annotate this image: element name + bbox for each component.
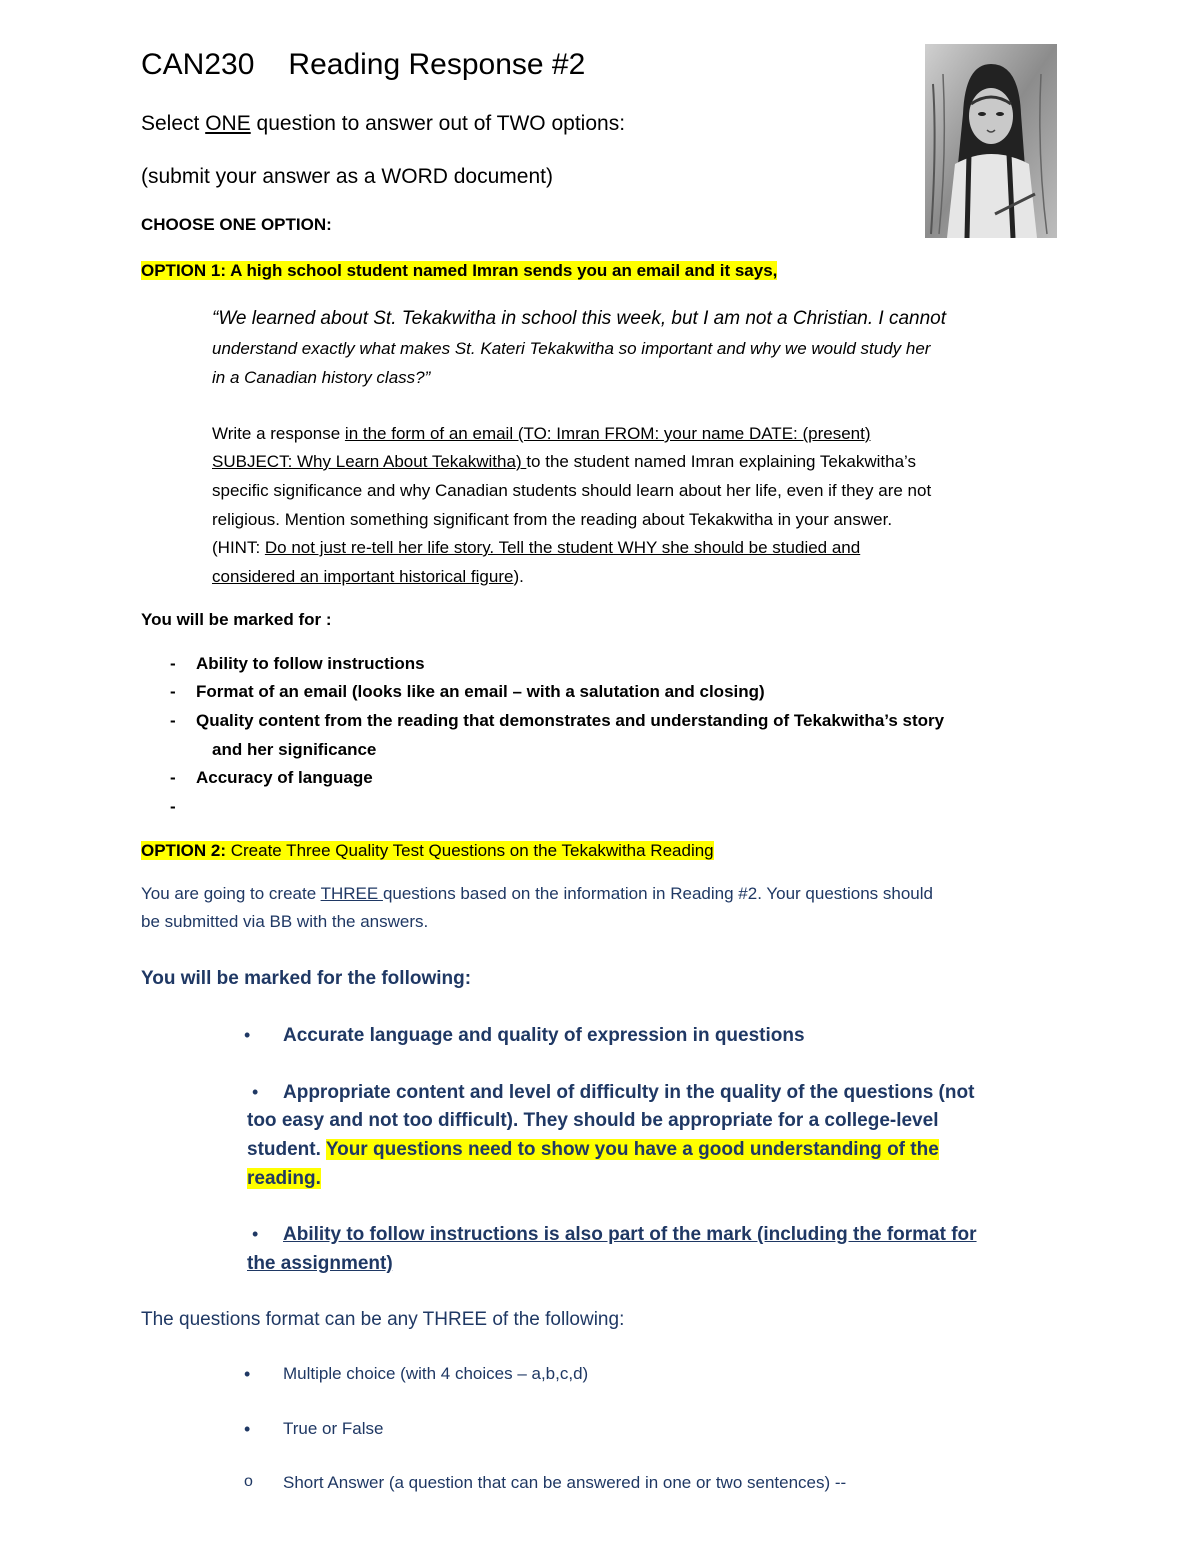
bullet-icon: • xyxy=(244,1025,251,1045)
mark-criterion-3-line-2: the assignment) xyxy=(247,1253,393,1274)
criteria-item: - Format of an email (looks like an email – with a salutation and closing) xyxy=(170,682,765,701)
circle-bullet-icon: o xyxy=(244,1473,253,1490)
criteria-item-continued: and her significance xyxy=(212,740,377,759)
option2-intro-line-1: You are going to create THREE questions based on the information in Reading #2. Your questions should xyxy=(141,884,933,903)
instruction-line-4: religious. Mention something significant from the reading about Tekakwitha in your answer. xyxy=(212,510,893,529)
mark-criterion-1: Accurate language and quality of expression in questions xyxy=(283,1025,805,1046)
criteria-item: - Ability to follow instructions xyxy=(170,654,425,673)
marked-for-heading: You will be marked for : xyxy=(141,610,332,629)
mark-criterion-3-line-1: Ability to follow instructions is also part of the mark (including the format for xyxy=(283,1224,977,1245)
instruction-line-5: (HINT: Do not just re-tell her life story. Tell the student WHY she should be studied and xyxy=(212,538,861,557)
bullet-icon: • xyxy=(244,1419,251,1439)
option1-heading: OPTION 1: A high school student named Imran sends you an email and it says, xyxy=(141,261,778,280)
mark-criterion-2-line-1: Appropriate content and level of difficulty in the quality of the questions (not xyxy=(283,1082,975,1103)
criteria-item: - Quality content from the reading that demonstrates and understanding of Tekakwitha’s story xyxy=(170,711,945,730)
criteria-item: - Accuracy of language xyxy=(170,768,373,787)
quote-line-2: understand exactly what makes St. Kateri Tekakwitha so important and why we would study her xyxy=(212,339,931,358)
mark-criterion-2-line-3: student. Your questions need to show you have a good understanding of the xyxy=(247,1139,939,1160)
option2-heading: OPTION 2: Create Three Quality Test Questions on the Tekakwitha Reading xyxy=(141,841,714,860)
instruction-line-6: considered an important historical figure). xyxy=(212,567,524,586)
bullet-icon: • xyxy=(252,1224,259,1244)
criteria-empty-item: - xyxy=(170,797,176,816)
instruction-line-3: specific significance and why Canadian students should learn about her life, even if they are not xyxy=(212,481,932,500)
format-item: True or False xyxy=(283,1419,384,1438)
page-title xyxy=(141,48,585,82)
assignment-name: Reading Response #2 xyxy=(288,48,586,81)
bullet-icon: • xyxy=(252,1082,259,1102)
option2-intro-line-2: be submitted via BB with the answers. xyxy=(141,912,429,931)
mark-criterion-2-line-2: too easy and not too difficult). They should be appropriate for a college-level xyxy=(247,1110,939,1131)
format-heading: The questions format can be any THREE of the following: xyxy=(141,1309,625,1330)
choose-heading: CHOOSE ONE OPTION: xyxy=(141,215,332,234)
select-instruction: Select ONE question to answer out of TWO options: xyxy=(141,112,626,135)
format-item: Short Answer (a question that can be answered in one or two sentences) -- xyxy=(283,1473,847,1492)
instruction-line-1: Write a response in the form of an email (TO: Imran FROM: your name DATE: (present) xyxy=(212,424,871,443)
mark-criterion-2-line-4: reading. xyxy=(247,1168,321,1189)
submit-instruction: (submit your answer as a WORD document) xyxy=(141,165,553,188)
format-item: Multiple choice (with 4 choices – a,b,c,d) xyxy=(283,1364,589,1383)
portrait-image xyxy=(925,44,1057,238)
bullet-icon: • xyxy=(244,1364,251,1384)
marked-following-heading: You will be marked for the following: xyxy=(141,968,472,989)
quote-line-1: “We learned about St. Tekakwitha in school this week, but I am not a Christian. I cannot xyxy=(212,308,947,329)
instruction-line-2: SUBJECT: Why Learn About Tekakwitha) to the student named Imran explaining Tekakwitha’s xyxy=(212,452,916,471)
quote-line-3: in a Canadian history class?” xyxy=(212,368,431,387)
course-code: CAN230 xyxy=(141,48,255,81)
